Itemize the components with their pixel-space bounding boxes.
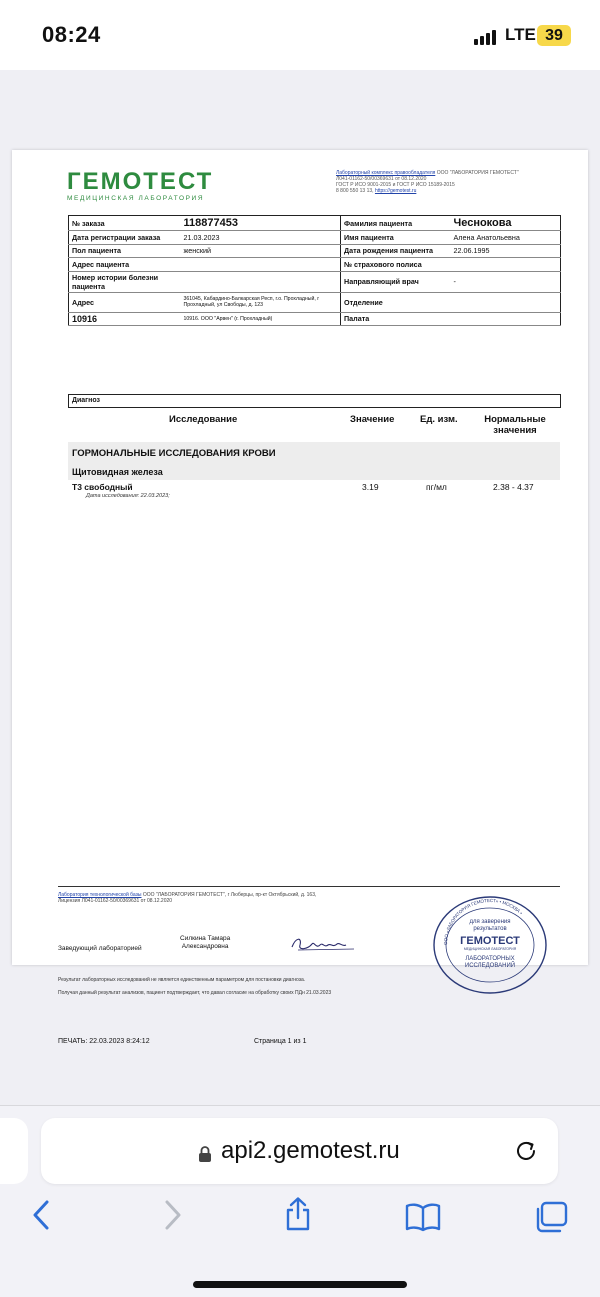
order-number: 118877453 [181,216,341,231]
previous-tab-preview[interactable] [0,1118,28,1184]
patient-surname: Чеснокова [451,216,561,231]
footer-divider [58,886,560,887]
section-header: ГОРМОНАЛЬНЫЕ ИССЛЕДОВАНИЯ КРОВИ Щитовидная железа [68,442,560,480]
home-indicator[interactable] [193,1281,407,1288]
svg-text:ООО «ЛАБОРАТОРИЯ ГЕМОТЕСТ» • М: ООО «ЛАБОРАТОРИЯ ГЕМОТЕСТ» • МОСКВА • [442,897,524,946]
print-timestamp: ПЕЧАТЬ: 22.03.2023 8:24:12 [58,1038,150,1045]
patient-info-table [68,215,561,326]
test-date: Дата исследования: 22.03.2023; [86,493,170,499]
col-normal: Нормальные значения [484,414,546,436]
site-link[interactable]: https://gemotest.ru [374,188,417,194]
svg-text:результатов: результатов [473,926,507,932]
browser-toolbar [0,1105,600,1297]
table-row: Номер истории болезни пациента Направляющий врач - [69,271,561,292]
chief-name: Силкина Тамара Александровна [180,935,231,950]
col-unit: Ед. изм. [420,414,458,425]
test-range: 2.38 - 4.37 [493,482,534,492]
signal-icon [474,30,496,45]
disclaimer-1: Результат лабораторных исследований не является единственным параметром для постановки диагноза. [58,977,306,983]
test-unit: пг/мл [426,482,447,492]
table-row: 10916 10916. ООО "Арвен" (г. Прохладный) Палата [69,312,561,326]
license-link[interactable]: Лабораторный комплекс правообладателя [336,170,436,176]
bookmarks-icon[interactable] [404,1202,442,1232]
back-icon[interactable] [30,1198,54,1232]
test-value: 3.19 [362,482,379,492]
table-row: Дата регистрации заказа 21.03.2023 Имя пациента Алена Анатольевна [69,231,561,245]
address-bar[interactable] [41,1118,558,1184]
pdf-page [12,150,588,1045]
lock-icon [198,1145,212,1163]
test-name: Т3 свободный [72,482,133,492]
lab-base-link[interactable]: Лаборатория технологической базы [58,892,142,898]
share-icon[interactable] [282,1196,314,1232]
svg-text:ГЕМОТЕСТ: ГЕМОТЕСТ [460,935,520,947]
table-row: Адрес пациента № страхового полиса [69,258,561,272]
document-viewer[interactable] [0,70,600,1105]
status-bar [0,0,600,70]
col-value: Значение [350,414,395,425]
chief-label: Заведующий лабораторией [58,945,142,952]
clock: 08:24 [42,22,101,47]
table-row: Адрес 361045, Кабардино-Балкарская Респ, г.о. Прохладный, г Прохладный, ул Свободы, д. 123 Отделение [69,292,561,312]
lab-base-info: Лаборатория технологической базы ООО "ЛАБОРАТОРИЯ ГЕМОТЕСТ", г Люберцы, пр-кт Октябрьский, д. 163, Лицензия Л041-01162-50/00369631 от 08.12.2020 [58,892,317,904]
svg-text:для заверения: для заверения [469,919,511,925]
forward-icon[interactable] [160,1198,184,1232]
tabs-icon[interactable] [532,1200,570,1234]
table-row: Пол пациента женский Дата рождения пациента 22.06.1995 [69,244,561,258]
network-type: LTE [505,25,536,44]
url-text[interactable]: api2.gemotest.ru [221,1137,400,1164]
gemotest-logo: ГЕМОТЕСТ МЕДИЦИНСКАЯ ЛАБОРАТОРИЯ [67,168,214,202]
disclaimer-2: Получая данный результат анализов, пациент подтверждает, что давал согласие на обработку своих ПДн 21.03.2023 [58,990,332,996]
svg-text:МЕДИЦИНСКАЯ ЛАБОРАТОРИЯ: МЕДИЦИНСКАЯ ЛАБОРАТОРИЯ [463,947,517,951]
license-info: Лабораторный комплекс правообладателя ООО "ЛАБОРАТОРИЯ ГЕМОТЕСТ" Л041-01162-50/00369631 от 08.12.2020 ГОСТ Р ИСО 9001-2015 и ГОСТ Р ИСО 15189-2015 8 800 550 13 13, https://gemotest.ru [336,170,519,194]
svg-text:ЛАБОРАТОРНЫХ: ЛАБОРАТОРНЫХ [465,956,515,962]
table-row: № заказа 118877453 Фамилия пациента Чеснокова [69,216,561,231]
col-study: Исследование [169,414,238,425]
diagnosis-row: Диагноз [68,394,561,408]
reload-icon[interactable] [513,1138,539,1164]
page-number: Страница 1 из 1 [254,1038,307,1045]
lab-stamp [430,895,550,995]
battery-icon: 39 [537,25,571,46]
svg-text:ИССЛЕДОВАНИЙ: ИССЛЕДОВАНИЙ [464,963,516,969]
signature-image [288,933,358,955]
